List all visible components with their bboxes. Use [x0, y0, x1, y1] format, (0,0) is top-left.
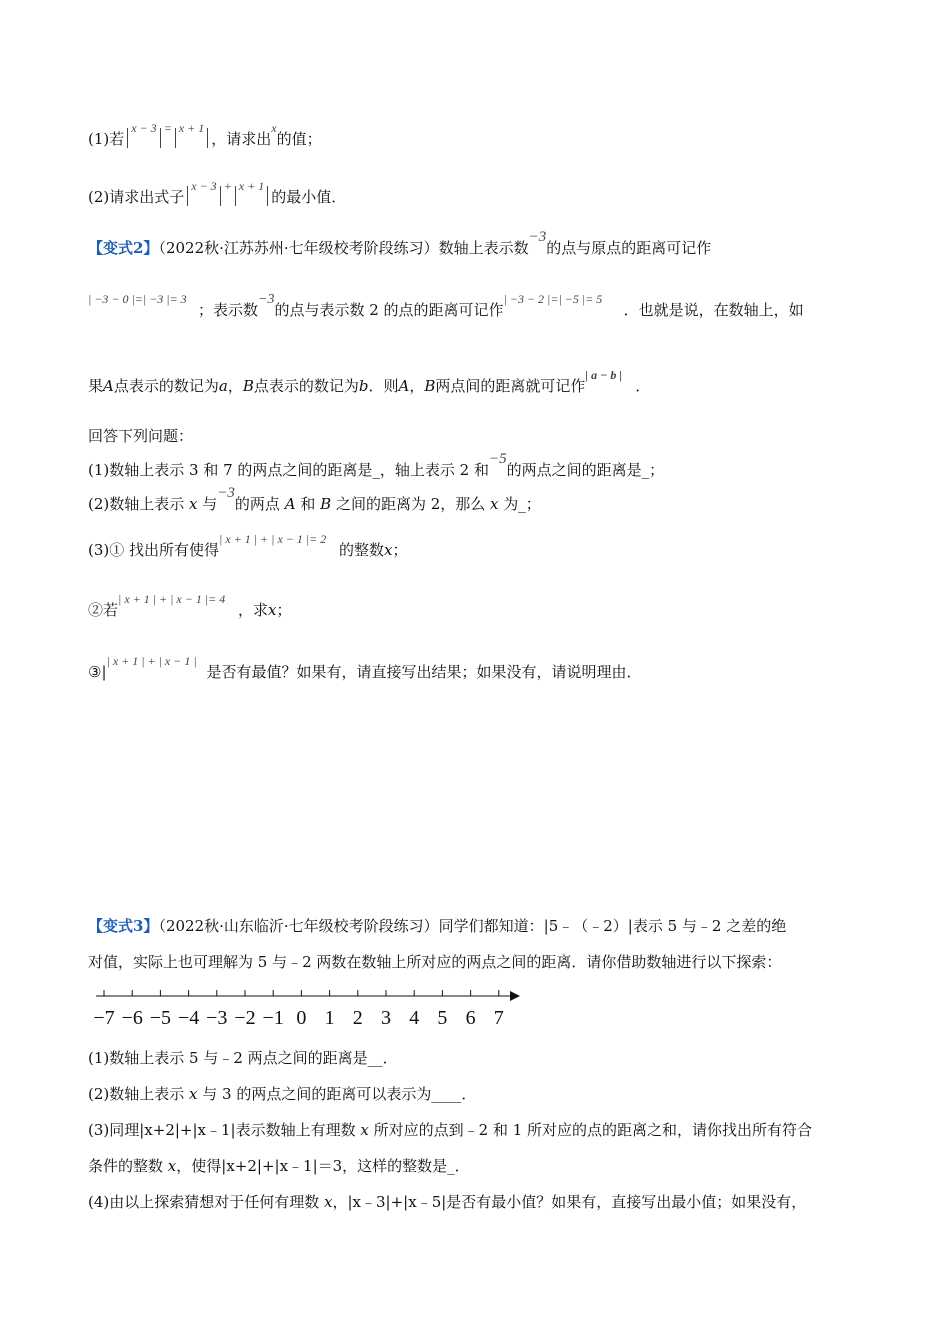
v3-question-1: (1)数轴上表示 5 与﹣2 两点之间的距离是__．	[88, 1049, 398, 1067]
v2-question-3-1: (3)① 找出所有使得| x + 1 | + | x − 1 |= 2的整数x；	[88, 532, 408, 559]
v2-question-3-3: ③|| x + 1 | + | x − 1 |是否有最值？如果有，请直接写出结果；如果没有，请说明理由．	[88, 654, 642, 681]
v2-question-2: (2)数轴上表示 x 与−3的两点 A 和 B 之间的距离为 2，那么 x 为_；	[88, 485, 541, 513]
number-line-label: −6	[121, 1007, 143, 1029]
variant2-line2: | −3 − 0 |=| −3 |= 3；表示数−3的点与表示数 2 的点的距离可记作| −3 − 2 |=| −5 |= 5．也就是说，在数轴上，如	[88, 292, 804, 319]
number-line-label: −1	[262, 1007, 284, 1029]
number-line-label: −5	[149, 1007, 172, 1029]
v2-question-1: (1)数轴上表示 3 和 7 的两点之间的距离是_，轴上表示 2 和−5的两点之间的距离是_；	[88, 451, 665, 479]
v3-question-4: (4)由以上探索猜想对于任何有理数 x，|x﹣3|+|x﹣5|是否有最小值？如果有，直接写出最小值；如果没有，	[88, 1193, 807, 1211]
variant3-heading: 【变式3】（2022秋·山东临沂·七年级校考阶段练习）同学们都知道：|5﹣（﹣2）|表示 5 与﹣2 之差的绝	[88, 917, 787, 935]
variant2-tag: 【变式2】	[88, 239, 159, 257]
number-line-label: 3	[381, 1007, 391, 1029]
number-line-label: 7	[493, 1007, 504, 1029]
v3-question-2: (2)数轴上表示 x 与 3 的两点之间的距离可以表示为____．	[88, 1085, 477, 1103]
variant3-line2: 对值，实际上也可理解为 5 与﹣2 两数在数轴上所对应的两点之间的距离．请你借助数轴进行以下探索：	[88, 953, 782, 971]
v3-question-3: (3)同理|x+2|+|x﹣1|表示数轴上有理数 x 所对应的点到﹣2 和 1 所对应的点的距离之和，请你找出所有符合	[88, 1121, 813, 1139]
number-line-label: 2	[352, 1007, 363, 1029]
number-line-label: 4	[409, 1007, 420, 1029]
question-2: (2)请求出式子$^{x - 3}$ + $^{x + 1}$的最小值．	[88, 179, 347, 206]
v3-question-3-cont: 条件的整数 x，使得|x+2|+|x﹣1|＝3，这样的整数是_．	[88, 1157, 470, 1175]
variant2-heading: 【变式2】（2022秋·江苏苏州·七年级校考阶段练习）数轴上表示数−3的点与原点的距离可记作	[88, 229, 712, 257]
answer-prompt: 回答下列问题：	[88, 427, 194, 445]
variant3-tag: 【变式3】	[88, 917, 159, 935]
number-line	[88, 986, 528, 1030]
question-1: (1)若$^{x - 3}$ = $^{x + 1}$，请求出$^x$的值；	[88, 121, 322, 148]
number-line-label: −4	[177, 1007, 200, 1029]
math-abs-x-plus-1: x + 1	[178, 121, 205, 135]
number-line-label: 5	[437, 1007, 448, 1029]
number-line-label: 6	[465, 1007, 476, 1029]
number-line-label: −2	[234, 1007, 256, 1029]
number-line-label: −7	[93, 1007, 115, 1029]
number-line-arrow-icon	[510, 991, 520, 1001]
number-line-label: 1	[324, 1007, 335, 1029]
number-line-label: 0	[296, 1007, 307, 1029]
math-abs-x-minus-3: x − 3	[131, 121, 157, 135]
v2-question-3-2: ②若| x + 1 | + | x − 1 |= 4，求x；	[88, 592, 292, 619]
number-line-label: −3	[206, 1007, 228, 1029]
variant2-line3: 果A点表示的数记为a，B点表示的数记为b．则A，B两点间的距离就可记作| a − b |．	[88, 368, 651, 395]
